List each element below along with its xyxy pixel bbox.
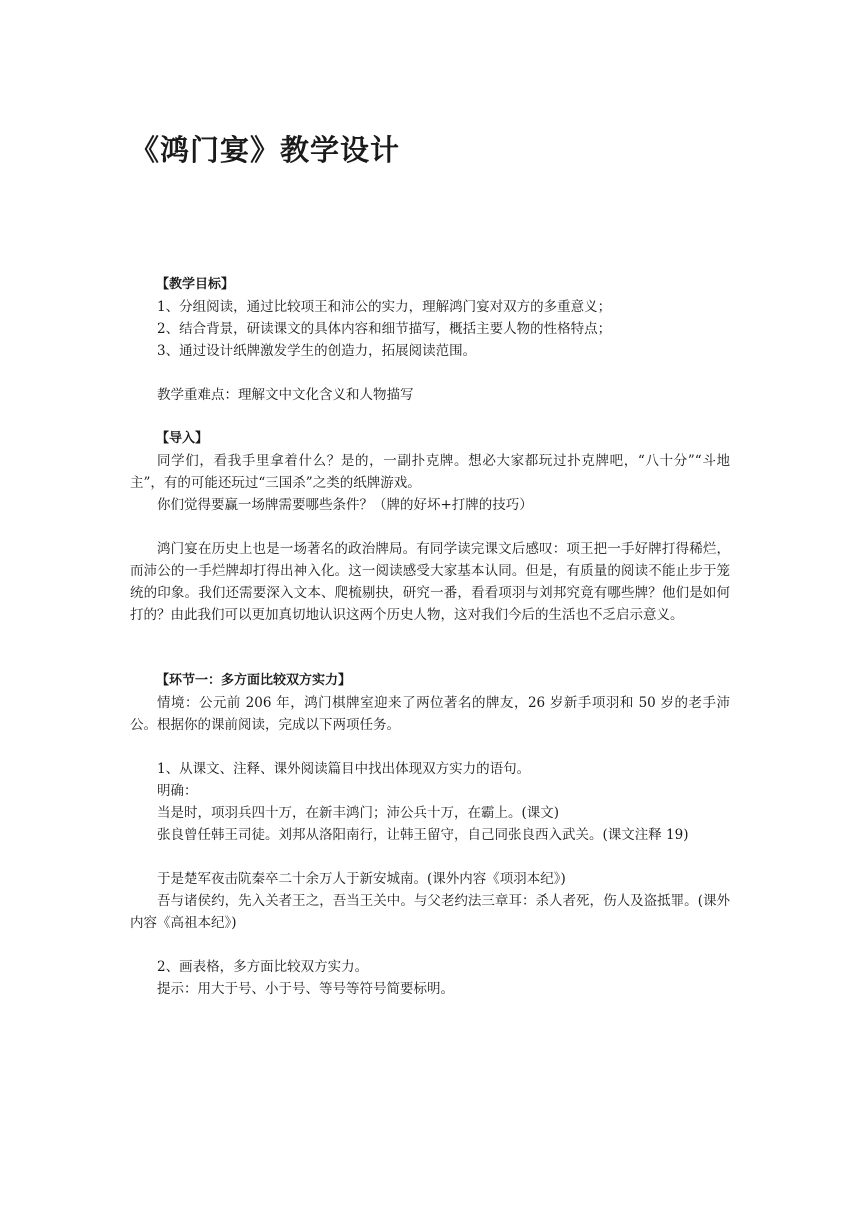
objective-item-1: 1、分组阅读，通过比较项王和沛公的实力，理解鸿门宴对双方的多重意义； — [157, 299, 612, 315]
document-body — [130, 274, 730, 1000]
section1-quote-4: 吾与诸侯约，先入关者王之，吾当王关中。与父老约法三章耳：杀人者死，伤人及盗抵罪。(课外内容《高祖本纪》) — [130, 893, 730, 931]
spacer — [130, 626, 730, 670]
intro-paragraph-2: 你们觉得要赢一场牌需要哪些条件？（牌的好坏+打牌的技巧） — [157, 497, 533, 513]
section1-scenario: 情境：公元前 206 年，鸿门棋牌室迎来了两位著名的牌友，26 岁新手项羽和 50 岁的老手沛公。根据你的课前阅读，完成以下两项任务。 — [130, 695, 730, 733]
spacer — [130, 406, 730, 428]
section1-task-2: 2、画表格，多方面比较双方实力。 — [157, 959, 369, 975]
key-points: 教学重难点：理解文中文化含义和人物描写 — [157, 387, 414, 403]
section1-clarify-label: 明确： — [157, 783, 198, 799]
spacer — [130, 934, 730, 956]
intro-heading: 【导入】 — [156, 431, 209, 446]
objectives-heading: 【教学目标】 — [156, 277, 235, 292]
document-title: 《鸿门宴》教学设计 — [130, 133, 401, 167]
section1-quote-1: 当是时，项羽兵四十万，在新丰鸿门；沛公兵十万，在霸上。(课文) — [157, 805, 560, 821]
section1-task-1: 1、从课文、注释、课外阅读篇目中找出体现双方实力的语句。 — [157, 761, 531, 777]
section1-quote-3: 于是楚军夜击阬秦卒二十余万人于新安城南。(课外内容《项羽本纪》) — [157, 871, 566, 887]
spacer — [130, 362, 730, 384]
objective-item-2: 2、结合背景，研读课文的具体内容和细节描写，概括主要人物的性格特点； — [157, 321, 612, 337]
section1-heading: 【环节一：多方面比较双方实力】 — [156, 673, 352, 688]
spacer — [130, 846, 730, 868]
section1-quote-2: 张良曾任韩王司徒。刘邦从洛阳南行，让韩王留守，自己同张良西入武关。(课文注释 19) — [157, 827, 689, 843]
spacer — [130, 736, 730, 758]
intro-paragraph-1: 同学们，看我手里拿着什么？是的，一副扑克牌。想必大家都玩过扑克牌吧，“八十分”“斗地主”，有的可能还玩过“三国杀”之类的纸牌游戏。 — [130, 453, 730, 491]
section1-hint: 提示：用大于号、小于号、等号等符号简要标明。 — [157, 981, 454, 997]
spacer — [130, 516, 730, 538]
objective-item-3: 3、通过设计纸牌激发学生的创造力，拓展阅读范围。 — [157, 343, 477, 359]
intro-paragraph-3: 鸿门宴在历史上也是一场著名的政治牌局。有同学读完课文后感叹：项王把一手好牌打得稀烂，而沛公的一手烂牌却打得出神入化。这一阅读感受大家基本认同。但是，有质量的阅读不能止步于笼统的印象。我们还需要深入文本、爬梳剔抉，研究一番，看看项羽与刘邦究竟有哪些牌？他们是如何打的？由此我们可以更加真切地认识这两个历史人物，这对我们今后的生活也不乏启示意义。 — [130, 541, 730, 623]
